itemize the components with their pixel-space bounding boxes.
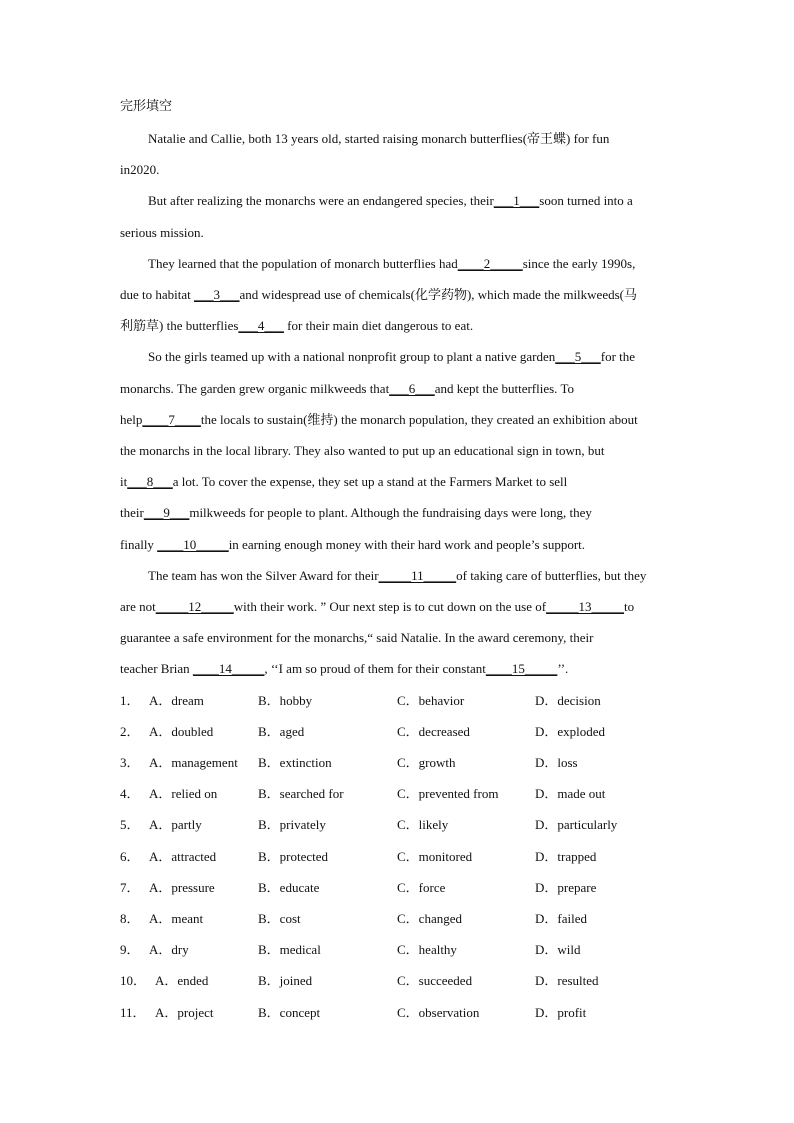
passage-paragraph (120, 123, 680, 185)
passage-text: serious mission. (120, 224, 204, 240)
option-a: A．doubled (149, 723, 214, 739)
option-row (120, 934, 680, 965)
option-c: C．changed (397, 910, 462, 926)
option-c: C．behavior (397, 692, 465, 708)
option-row (120, 965, 680, 996)
option-c: C．succeeded (397, 973, 473, 989)
passage-line (120, 466, 680, 497)
question-number: 10． (120, 973, 147, 989)
option-c: C．force (397, 879, 446, 895)
passage-text: for the (600, 349, 636, 365)
option-d: D．exploded (535, 723, 606, 739)
passage-text: monarchs. The garden grew organic milkweeds that (120, 380, 390, 396)
answer-blank: ____2_____ (457, 255, 523, 271)
option-row (120, 778, 680, 809)
option-c: C．likely (397, 817, 449, 833)
passage-paragraph (120, 560, 680, 685)
answer-blank: _____11_____ (378, 567, 457, 583)
question-number: 11． (120, 1004, 146, 1020)
option-c: C．growth (397, 755, 456, 771)
passage-line (120, 404, 680, 435)
passage-text: in2020. (120, 162, 160, 178)
passage-text: They learned that the population of monarch butterflies had (148, 255, 458, 271)
answer-blank: ___3___ (194, 287, 240, 303)
option-a: A．dry (149, 942, 189, 958)
option-a: A．management (149, 755, 238, 771)
passage-line (120, 248, 680, 279)
option-row (120, 997, 680, 1028)
option-d: D．wild (535, 942, 581, 958)
passage-text: for their main diet dangerous to eat. (283, 318, 474, 334)
passage-line (120, 279, 680, 310)
option-a: A．meant (149, 910, 204, 926)
option-b: B．cost (258, 910, 301, 926)
option-b: B．aged (258, 723, 305, 739)
answer-blank: ___4___ (238, 318, 284, 334)
option-row (120, 747, 680, 778)
passage-paragraph (120, 185, 680, 247)
option-c: C．prevented from (397, 786, 499, 802)
passage-paragraph (120, 341, 680, 559)
passage-line (120, 653, 680, 684)
question-number: 8． (120, 910, 140, 926)
passage-text: help (120, 411, 143, 427)
passage-text: guarantee a safe environment for the monarchs,“ said Natalie. In the award ceremony, their (120, 630, 594, 646)
passage-text: So the girls teamed up with a national nonprofit group to plant a native garden (148, 349, 556, 365)
passage-text: with their work. ” Our next step is to cut down on the use of (233, 599, 547, 615)
option-a: A．dream (149, 692, 204, 708)
passage-text: soon turned into a (539, 193, 633, 209)
option-a: A．relied on (149, 786, 218, 802)
passage-line (120, 435, 680, 466)
option-row (120, 809, 680, 840)
answer-options (120, 685, 680, 1028)
passage-line (120, 217, 680, 248)
section-heading: 完形填空 (120, 98, 173, 113)
option-d: D．resulted (535, 973, 599, 989)
option-d: D．loss (535, 755, 578, 771)
option-a: A．pressure (149, 879, 215, 895)
option-a: A．project (155, 1004, 214, 1020)
option-a: A．attracted (149, 848, 217, 864)
option-a: A．partly (149, 817, 202, 833)
passage-text: 利筋草) the butterflies (120, 318, 239, 334)
passage-text: finally (120, 536, 158, 552)
option-b: B．hobby (258, 692, 313, 708)
passage-text: since the early 1990s, (522, 255, 636, 271)
passage-text: the monarchs in the local library. They also wanted to put up an educational sign in town, but (120, 443, 605, 459)
option-row (120, 841, 680, 872)
option-row (120, 872, 680, 903)
option-d: D．made out (535, 786, 606, 802)
passage-text: in earning enough money with their hard work and people’s support. (228, 536, 586, 552)
passage-paragraph (120, 248, 680, 342)
option-d: D．decision (535, 692, 601, 708)
answer-blank: ____10_____ (157, 536, 229, 552)
passage-text: due to habitat (120, 287, 195, 303)
option-b: B．concept (258, 1004, 321, 1020)
answer-blank: ____7____ (142, 411, 201, 427)
passage-text: their (120, 505, 144, 521)
passage-text: But after realizing the monarchs were an endangered species, their (148, 193, 494, 209)
option-b: B．protected (258, 848, 329, 864)
question-number: 2． (120, 723, 140, 739)
question-number: 5． (120, 817, 140, 833)
option-a: A．ended (155, 973, 209, 989)
passage-text: the locals to sustain(维持) the monarch population, they created an exhibition about (200, 411, 638, 427)
option-d: D．particularly (535, 817, 618, 833)
passage-text: teacher Brian (120, 661, 193, 677)
question-number: 1． (120, 692, 140, 708)
passage-text: milkweeds for people to plant. Although the fundraising days were long, they (189, 505, 592, 521)
option-c: C．decreased (397, 723, 470, 739)
passage-line (120, 341, 680, 372)
cloze-exercise (120, 96, 680, 1028)
passage-line (120, 591, 680, 622)
answer-blank: ___5___ (555, 349, 601, 365)
passage-line (120, 560, 680, 591)
passage-line (120, 123, 680, 154)
passage-line (120, 185, 680, 216)
question-number: 3． (120, 755, 140, 771)
answer-blank: _____12_____ (155, 599, 234, 615)
passage-text: a lot. To cover the expense, they set up a stand at the Farmers Market to sell (172, 474, 568, 490)
passage-line (120, 497, 680, 528)
option-b: B．extinction (258, 755, 332, 771)
passage-text: are not (120, 599, 156, 615)
passage-line (120, 154, 680, 185)
passage (120, 123, 680, 685)
passage-line (120, 529, 680, 560)
passage-text: and widespread use of chemicals(化学药物), which made the milkweeds(马 (239, 287, 637, 303)
question-number: 6． (120, 848, 140, 864)
option-row (120, 716, 680, 747)
answer-blank: ____14_____ (192, 661, 265, 677)
answer-blank: ____15_____ (485, 661, 558, 677)
option-d: D．trapped (535, 848, 597, 864)
passage-text: The team has won the Silver Award for their (148, 567, 379, 583)
answer-blank: ___1___ (493, 193, 540, 209)
option-c: C．monitored (397, 848, 473, 864)
question-number: 7． (120, 879, 140, 895)
passage-text: it (120, 474, 128, 490)
option-b: B．educate (258, 879, 320, 895)
answer-blank: _____13_____ (546, 599, 625, 615)
option-b: B．medical (258, 942, 321, 958)
passage-text: of taking care of butterflies, but they (456, 567, 647, 583)
option-b: B．joined (258, 973, 313, 989)
passage-line (120, 373, 680, 404)
passage-text: to (624, 599, 635, 615)
option-d: D．profit (535, 1004, 587, 1020)
passage-line (120, 310, 680, 341)
passage-text: ’’. (557, 661, 569, 677)
question-number: 4． (120, 786, 140, 802)
passage-text: Natalie and Callie, both 13 years old, started raising monarch butterflies(帝王蝶) for fun (148, 131, 610, 146)
passage-text: and kept the butterflies. To (434, 380, 574, 396)
option-d: D．failed (535, 910, 587, 926)
answer-blank: ___9___ (143, 505, 190, 521)
option-row (120, 903, 680, 934)
option-b: B．searched for (258, 786, 344, 802)
answer-blank: ___8___ (127, 474, 173, 490)
option-row (120, 685, 680, 716)
option-b: B．privately (258, 817, 326, 833)
question-number: 9． (120, 942, 140, 958)
option-c: C．healthy (397, 942, 457, 958)
passage-line (120, 622, 680, 653)
answer-blank: ___6___ (389, 380, 435, 396)
option-c: C．observation (397, 1004, 480, 1020)
passage-text: , ‘‘I am so proud of them for their constant (264, 661, 486, 677)
option-d: D．prepare (535, 879, 597, 895)
